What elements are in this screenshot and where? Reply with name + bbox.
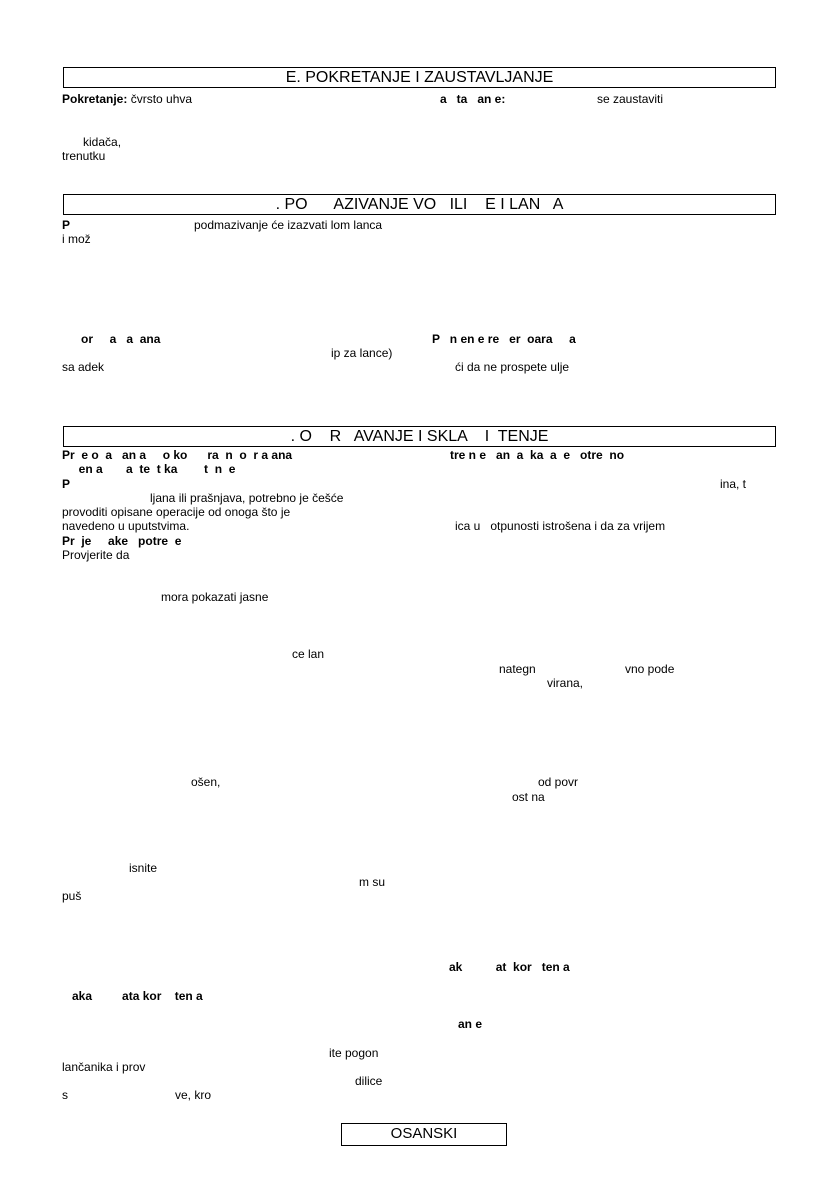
bold-label: an e [458,1017,483,1031]
text-line: i mož [62,232,91,246]
text-line: virana, [547,676,584,690]
bold-label: aka ata kor ten a [62,989,203,1003]
bold-label: Pr e o a an a o ko ra n o r a ana [62,448,293,462]
text-line: ljana ili prašnjava, potrebno je češće [150,491,344,505]
text-line: trenutku [62,149,106,163]
text-line: navedeno u uputstvima. [62,519,190,533]
text-line: se zaustaviti [597,92,664,106]
text-line: ći da ne prospete ulje [455,360,570,374]
text-line: provoditi opisane operacije od onoga što je [62,505,291,519]
text-line: kidača, [83,135,122,149]
text-line: puš [62,889,82,903]
language-footer: OSANSKI [341,1123,507,1146]
bold-label: tre n e an a ka a e otre no [450,448,625,462]
bold-label: a ta an e: [440,92,506,106]
text-line: od povr [538,775,579,789]
bold-label: P [62,477,71,491]
bold-label: en a a te t ka t n e [62,462,236,476]
text-line: ve, kro [175,1088,212,1102]
text-line: Provjerite da [62,548,130,562]
text-line: vno pode [625,662,675,676]
text-line: isnite [129,861,158,875]
bold-label: or a a ana [81,332,161,346]
bold-label: Pr je ake potre e [62,534,182,548]
text-line: nategn [499,662,536,676]
text-line: s [62,1088,68,1102]
text-line: ce lan [292,647,325,661]
text-line: sa adek [62,360,105,374]
text-line: podmazivanje će izazvati lom lanca [194,218,383,232]
line-text: čvrsto uhva [127,92,193,106]
section-e-header: E. POKRETANJE I ZAUSTAVLJANJE [63,67,776,88]
text-line: ina, t [720,477,747,491]
text-line: mora pokazati jasne [161,590,269,604]
text-line: dilice [355,1074,383,1088]
text-line: ost na [512,790,545,804]
bold-label: Pokretanje: [62,92,128,106]
text-line: lančanika i prov [62,1060,146,1074]
text-line: ošen, [191,775,221,789]
text-line: ip za lance) [331,346,393,360]
bold-label: P n en e re er oara a [432,332,576,346]
text-line: ica u otpunosti istrošena i da za vrijem [455,519,666,533]
text-line: m su [359,875,386,889]
text-line: ite pogon [329,1046,379,1060]
section-g-header: . O R AVANJE I SKLA I TENJE [63,426,776,447]
section-f-header: . PO AZIVANJE VO ILI E I LAN A [63,194,776,215]
bold-label: P [62,218,71,232]
bold-label: ak at kor ten a [449,960,570,974]
text-line [62,92,192,106]
